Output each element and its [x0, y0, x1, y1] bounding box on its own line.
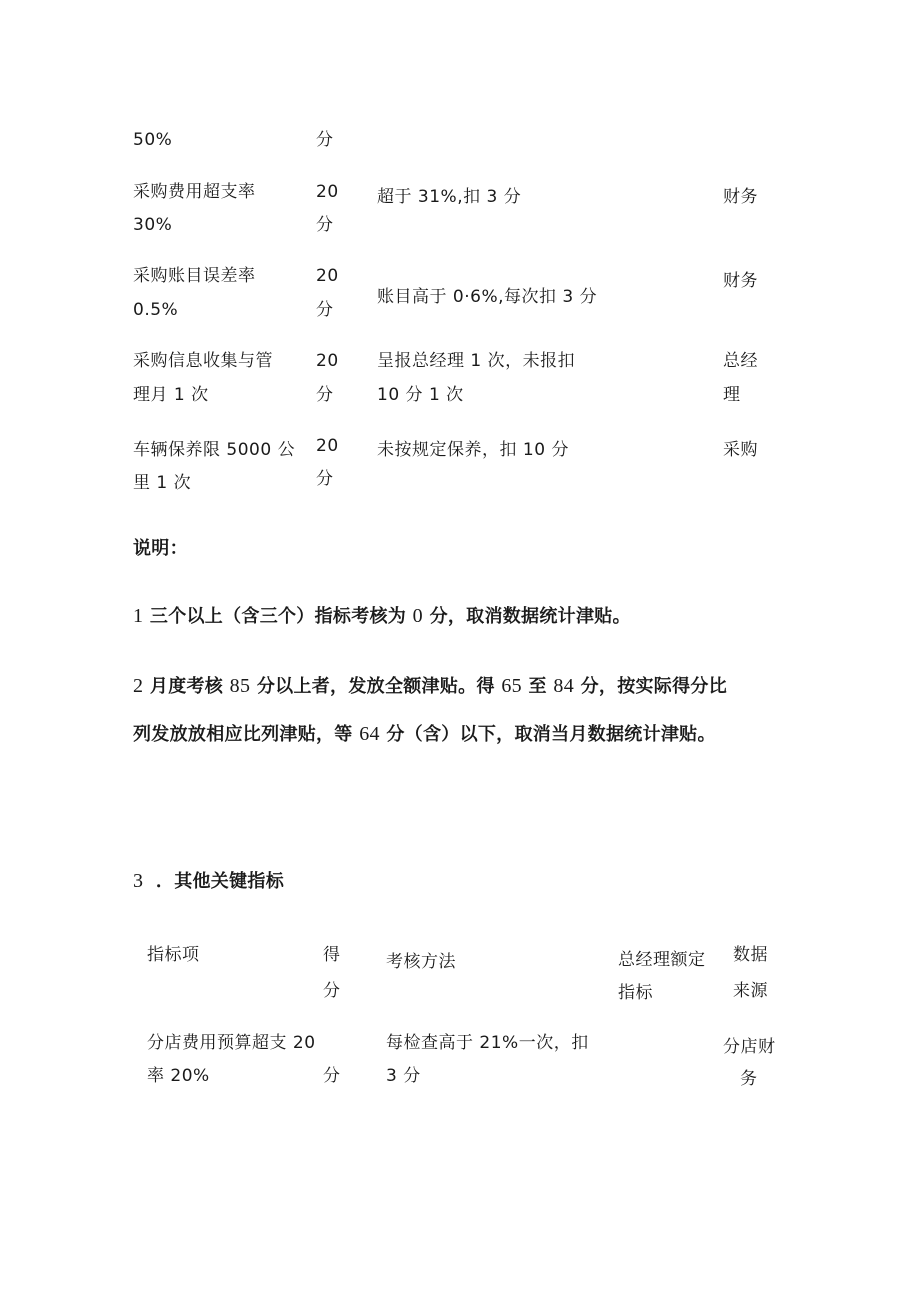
note-text: 分，取消数据统计津贴。	[429, 606, 631, 627]
note-number: 84	[553, 675, 575, 697]
method-cell: 账目高于 0·6%,每次扣 3 分	[377, 287, 598, 307]
note-2-line-2	[133, 724, 716, 745]
score-cell: 分	[323, 1066, 341, 1086]
metric-cell: 车辆保养限 5000 公	[133, 440, 296, 460]
note-text: 月度考核	[149, 676, 224, 697]
note-number: 64	[359, 723, 380, 745]
score-cell: 分	[316, 130, 334, 150]
method-cell: 超于 31%,扣 3 分	[377, 187, 522, 207]
note-number: 2	[133, 675, 144, 697]
score-cell: 分	[316, 300, 334, 320]
note-text: 分，按实际得分比	[580, 676, 728, 697]
section-title: ．其他关键指标	[155, 871, 284, 892]
metric-cell: 理月 1 次	[133, 385, 209, 405]
header-source: 数据	[733, 945, 768, 965]
header-method: 考核方法	[386, 952, 456, 972]
note-number: 0	[412, 605, 423, 627]
note-number: 1	[133, 605, 144, 627]
metric-cell: 里 1 次	[133, 473, 192, 493]
note-number: 65	[501, 675, 522, 697]
note-text: 分（含）以下，取消当月数据统计津贴。	[386, 724, 716, 745]
item-cell: 分店费用预算超支 20	[147, 1033, 316, 1053]
metric-cell: 采购费用超支率	[133, 182, 256, 202]
note-1	[133, 606, 631, 627]
source-cell: 理	[723, 385, 741, 405]
score-cell: 分	[316, 385, 334, 405]
header-source: 来源	[733, 981, 768, 1001]
section-number: 3	[133, 870, 144, 892]
score-cell: 分	[316, 469, 334, 489]
header-quota: 指标	[618, 983, 653, 1003]
note-text: 三个以上（含三个）指标考核为	[149, 606, 407, 627]
metric-cell: 50%	[133, 130, 173, 150]
score-cell: 20	[316, 182, 339, 202]
method-cell: 未按规定保养，扣 10 分	[377, 440, 569, 460]
metric-cell: 30%	[133, 215, 173, 235]
source-cell: 财务	[723, 271, 758, 291]
source-cell: 总经	[723, 351, 758, 371]
header-score: 分	[323, 981, 341, 1001]
section-3-heading	[133, 871, 284, 892]
header-score: 得	[323, 945, 341, 965]
header-item: 指标项	[147, 945, 200, 965]
notes-heading: 说明：	[133, 538, 188, 559]
method-cell: 呈报总经理 1 次，未报扣	[377, 351, 576, 371]
source-cell: 务	[740, 1069, 758, 1089]
method-cell: 10 分 1 次	[377, 385, 464, 405]
source-cell: 采购	[723, 440, 758, 460]
note-text: 至	[528, 676, 547, 697]
note-text: 分以上者，发放全额津贴。得	[256, 676, 495, 697]
score-cell: 20	[316, 436, 339, 456]
header-quota: 总经理额定	[618, 950, 706, 970]
metric-cell: 采购信息收集与管	[133, 351, 273, 371]
score-cell: 分	[316, 215, 334, 235]
score-cell: 20	[316, 266, 339, 286]
item-cell: 率 20%	[147, 1066, 210, 1086]
score-cell: 20	[316, 351, 339, 371]
metric-cell: 0.5%	[133, 300, 179, 320]
method-cell: 每检查高于 21%一次，扣	[386, 1033, 589, 1053]
note-number: 85	[229, 675, 251, 697]
method-cell: 3 分	[386, 1066, 421, 1086]
source-cell: 财务	[723, 187, 758, 207]
source-cell: 分店财	[723, 1037, 776, 1057]
metric-cell: 采购账目误差率	[133, 266, 256, 286]
note-2-line-1	[133, 676, 727, 697]
note-text: 列发放放相应比列津贴，等	[133, 724, 353, 745]
